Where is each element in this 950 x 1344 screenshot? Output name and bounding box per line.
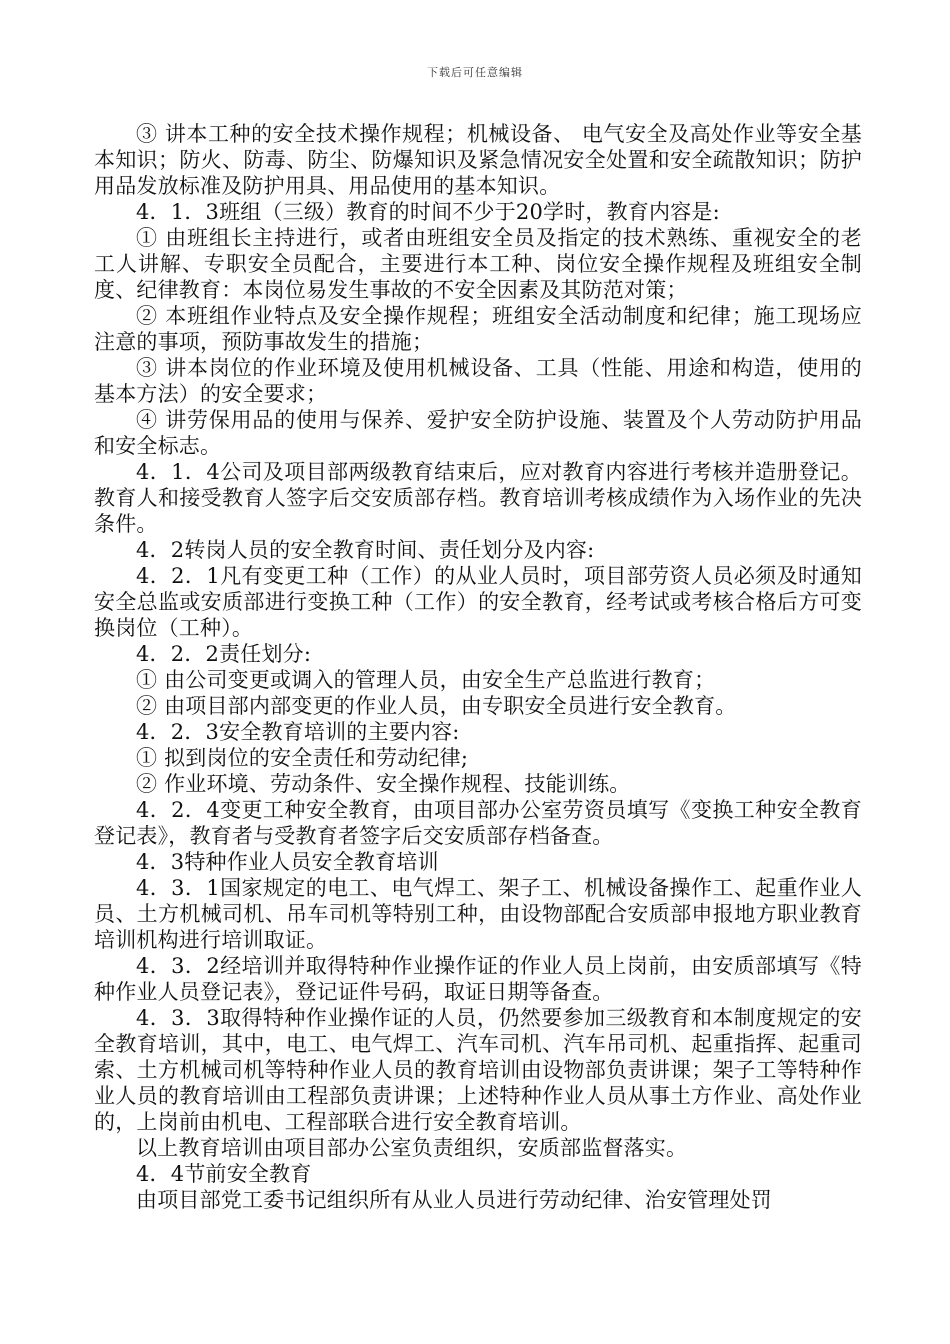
- paragraph: 4．2．4变更工种安全教育，由项目部办公室劳资员填写《变换工种安全教育登记表》，教育者与受教育者签字后交安质部存档备查。: [94, 798, 862, 848]
- paragraph: 4．3．1国家规定的电工、电气焊工、架子工、机械设备操作工、起重作业人员、土方机械司机、吊车司机等特别工种，由设物部配合安质部申报地方职业教育培训机构进行培训取证。: [94, 876, 862, 952]
- paragraph: ① 拟到岗位的安全责任和劳动纪律;: [136, 746, 469, 770]
- paragraph: ③ 讲本工种的安全技术操作规程；机械设备、 电气安全及高处作业等安全基本知识；防火、防毒、防尘、防爆知识及紧急情况安全处置和安全疏散知识；防护用品发放标准及防护用具、用品使用的基本知识。: [94, 122, 862, 198]
- paragraph: ③ 讲本岗位的作业环境及使用机械设备、工具（性能、用途和构造，使用的基本方法）的安全要求；: [94, 356, 862, 406]
- paragraph: ① 由公司变更或调入的管理人员，由安全生产总监进行教育；: [136, 668, 716, 692]
- paragraph: 以上教育培训由项目部办公室负责组织，安质部监督落实。: [136, 1136, 688, 1160]
- paragraph: 由项目部党工委书记组织所有从业人员进行劳动纪律、治安管理处罚: [136, 1188, 772, 1212]
- paragraph: ④ 讲劳保用品的使用与保养、爱护安全防护设施、装置及个人劳动防护用品和安全标志。: [94, 408, 862, 458]
- paragraph: 4．3．2经培训并取得特种作业操作证的作业人员上岗前，由安质部填写《特种作业人员登记表》，登记证件号码，取证日期等备查。: [94, 954, 862, 1004]
- paragraph: 4．1．4公司及项目部两级教育结束后，应对教育内容进行考核并造册登记。教育人和接受教育人签字后交安质部存档。教育培训考核成绩作为入场作业的先决条件。: [94, 460, 862, 536]
- paragraph: ② 作业环境、劳动条件、安全操作规程、技能训练。: [136, 772, 631, 796]
- paragraph: ① 由班组长主持进行，或者由班组安全员及指定的技术熟练、重视安全的老工人讲解、专职安全员配合，主要进行本工种、岗位安全操作规程及班组安全制度、纪律教育：本岗位易发生事故的不安全因素及其防范对策；: [94, 226, 862, 302]
- paragraph: 4．2转岗人员的安全教育时间、责任划分及内容:: [136, 538, 595, 562]
- page-header: 下载后可任意编辑: [427, 66, 523, 79]
- paragraph: 4．4节前安全教育: [136, 1162, 312, 1186]
- paragraph: 4．1．3班组（三级）教育的时间不少于20学时，教育内容是:: [136, 200, 720, 224]
- paragraph: 4．2．2责任划分:: [136, 642, 312, 666]
- paragraph: ② 由项目部内部变更的作业人员，由专职安全员进行安全教育。: [136, 694, 737, 718]
- paragraph: 4．2．3安全教育培训的主要内容:: [136, 720, 460, 744]
- paragraph: 4．3特种作业人员安全教育培训: [136, 850, 439, 874]
- document-body: [94, 121, 862, 1213]
- paragraph: 4．2．1凡有变更工种（工作）的从业人员时，项目部劳资人员必须及时通知安全总监或安质部进行变换工种（工作）的安全教育，经考试或考核合格后方可变换岗位（工种）。: [94, 564, 862, 640]
- paragraph: ② 本班组作业特点及安全操作规程；班组安全活动制度和纪律；施工现场应注意的事项，预防事故发生的措施；: [94, 304, 862, 354]
- paragraph: 4．3．3取得特种作业操作证的人员，仍然要参加三级教育和本制度规定的安全教育培训，其中，电工、电气焊工、汽车司机、汽车吊司机、起重指挥、起重司索、土方机械司机等特种作业人员的教育培训由设物部负责讲课；架子工等特种作业人员的教育培训由工程部负责讲课；上述特种作业人员从事土方作业、高处作业的，上岗前由机电、工程部联合进行安全教育培训。: [94, 1006, 862, 1134]
